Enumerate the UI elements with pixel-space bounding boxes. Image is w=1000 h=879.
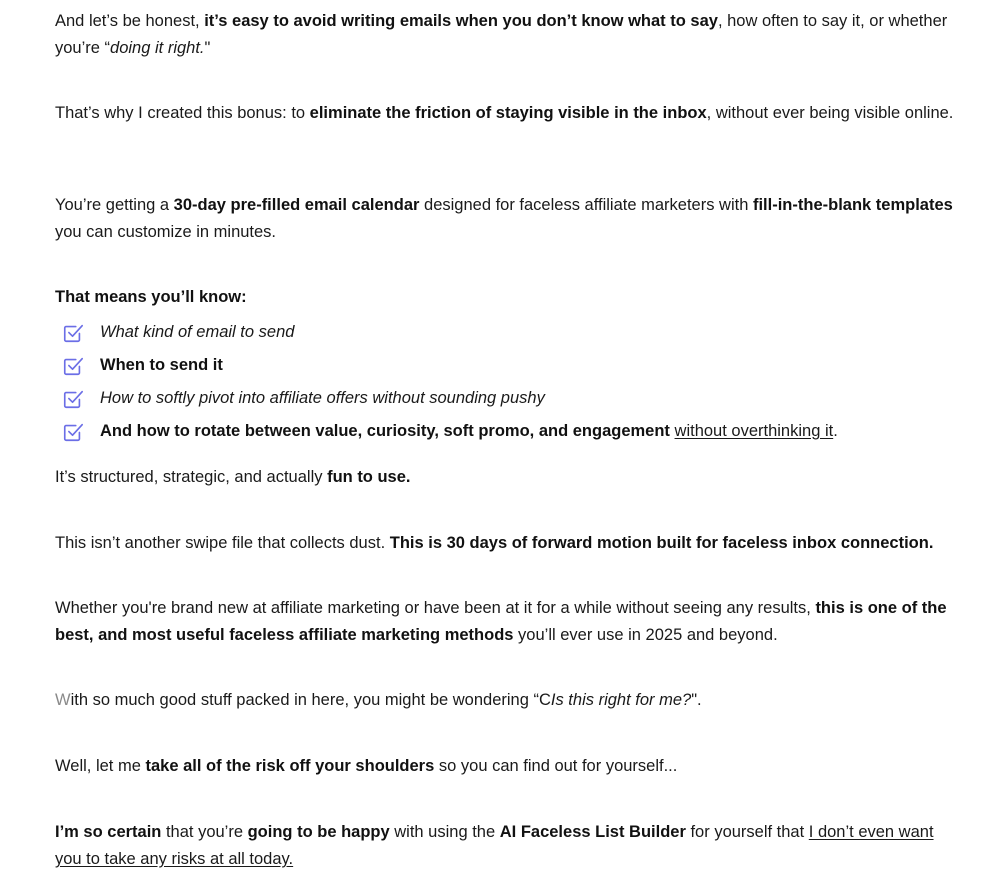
checklist-item: And how to rotate between value, curiosity, soft promo, and engagement without overthinking it. (62, 415, 838, 448)
paragraph-intro: And let’s be honest, it’s easy to avoid writing emails when you don’t know what to say, how often to say it, or whether you’re “doing it right." (55, 12, 948, 57)
checklist-item: When to send it (62, 349, 838, 382)
paragraph-risk: Well, let me take all of the risk off your shoulders so you can find out for yourself... (55, 757, 678, 775)
checkbox-checked-icon (62, 388, 84, 410)
checklist (62, 316, 838, 448)
paragraph-wondering: With so much good stuff packed in here, you might be wondering “CIs this right for me?". (55, 691, 702, 709)
checkbox-checked-icon (62, 322, 84, 344)
paragraph-whether: Whether you're brand new at affiliate marketing or have been at it for a while without seeing any results, this is one of the best, and most useful faceless affiliate marketing methods you’ll ever use in 2025 and beyond. (55, 599, 947, 644)
checkbox-checked-icon (62, 421, 84, 443)
underlined-phrase: without overthinking it (674, 422, 834, 440)
checklist-item: What kind of email to send (62, 316, 838, 349)
checkbox-checked-icon (62, 355, 84, 377)
underlined-phrase: I don’t even want you to take any risks at all today. (55, 823, 934, 868)
list-heading: That means you’ll know: (55, 288, 247, 306)
paragraph-calendar: You’re getting a 30-day pre-filled email calendar designed for faceless affiliate marketers with fill-in-the-blank templates you can customize in minutes. (55, 196, 953, 241)
paragraph-structured: It’s structured, strategic, and actually fun to use. (55, 468, 411, 486)
checklist-item: How to softly pivot into affiliate offers without sounding pushy (62, 382, 838, 415)
paragraph-certain: I’m so certain that you’re going to be happy with using the AI Faceless List Builder for yourself that I don’t even want you to take any risks at all today. (55, 823, 934, 868)
paragraph-swipe-file: This isn’t another swipe file that collects dust. This is 30 days of forward motion built for faceless inbox connection. (55, 534, 934, 552)
paragraph-bonus: That’s why I created this bonus: to eliminate the friction of staying visible in the inbox, without ever being visible online. (55, 104, 954, 122)
